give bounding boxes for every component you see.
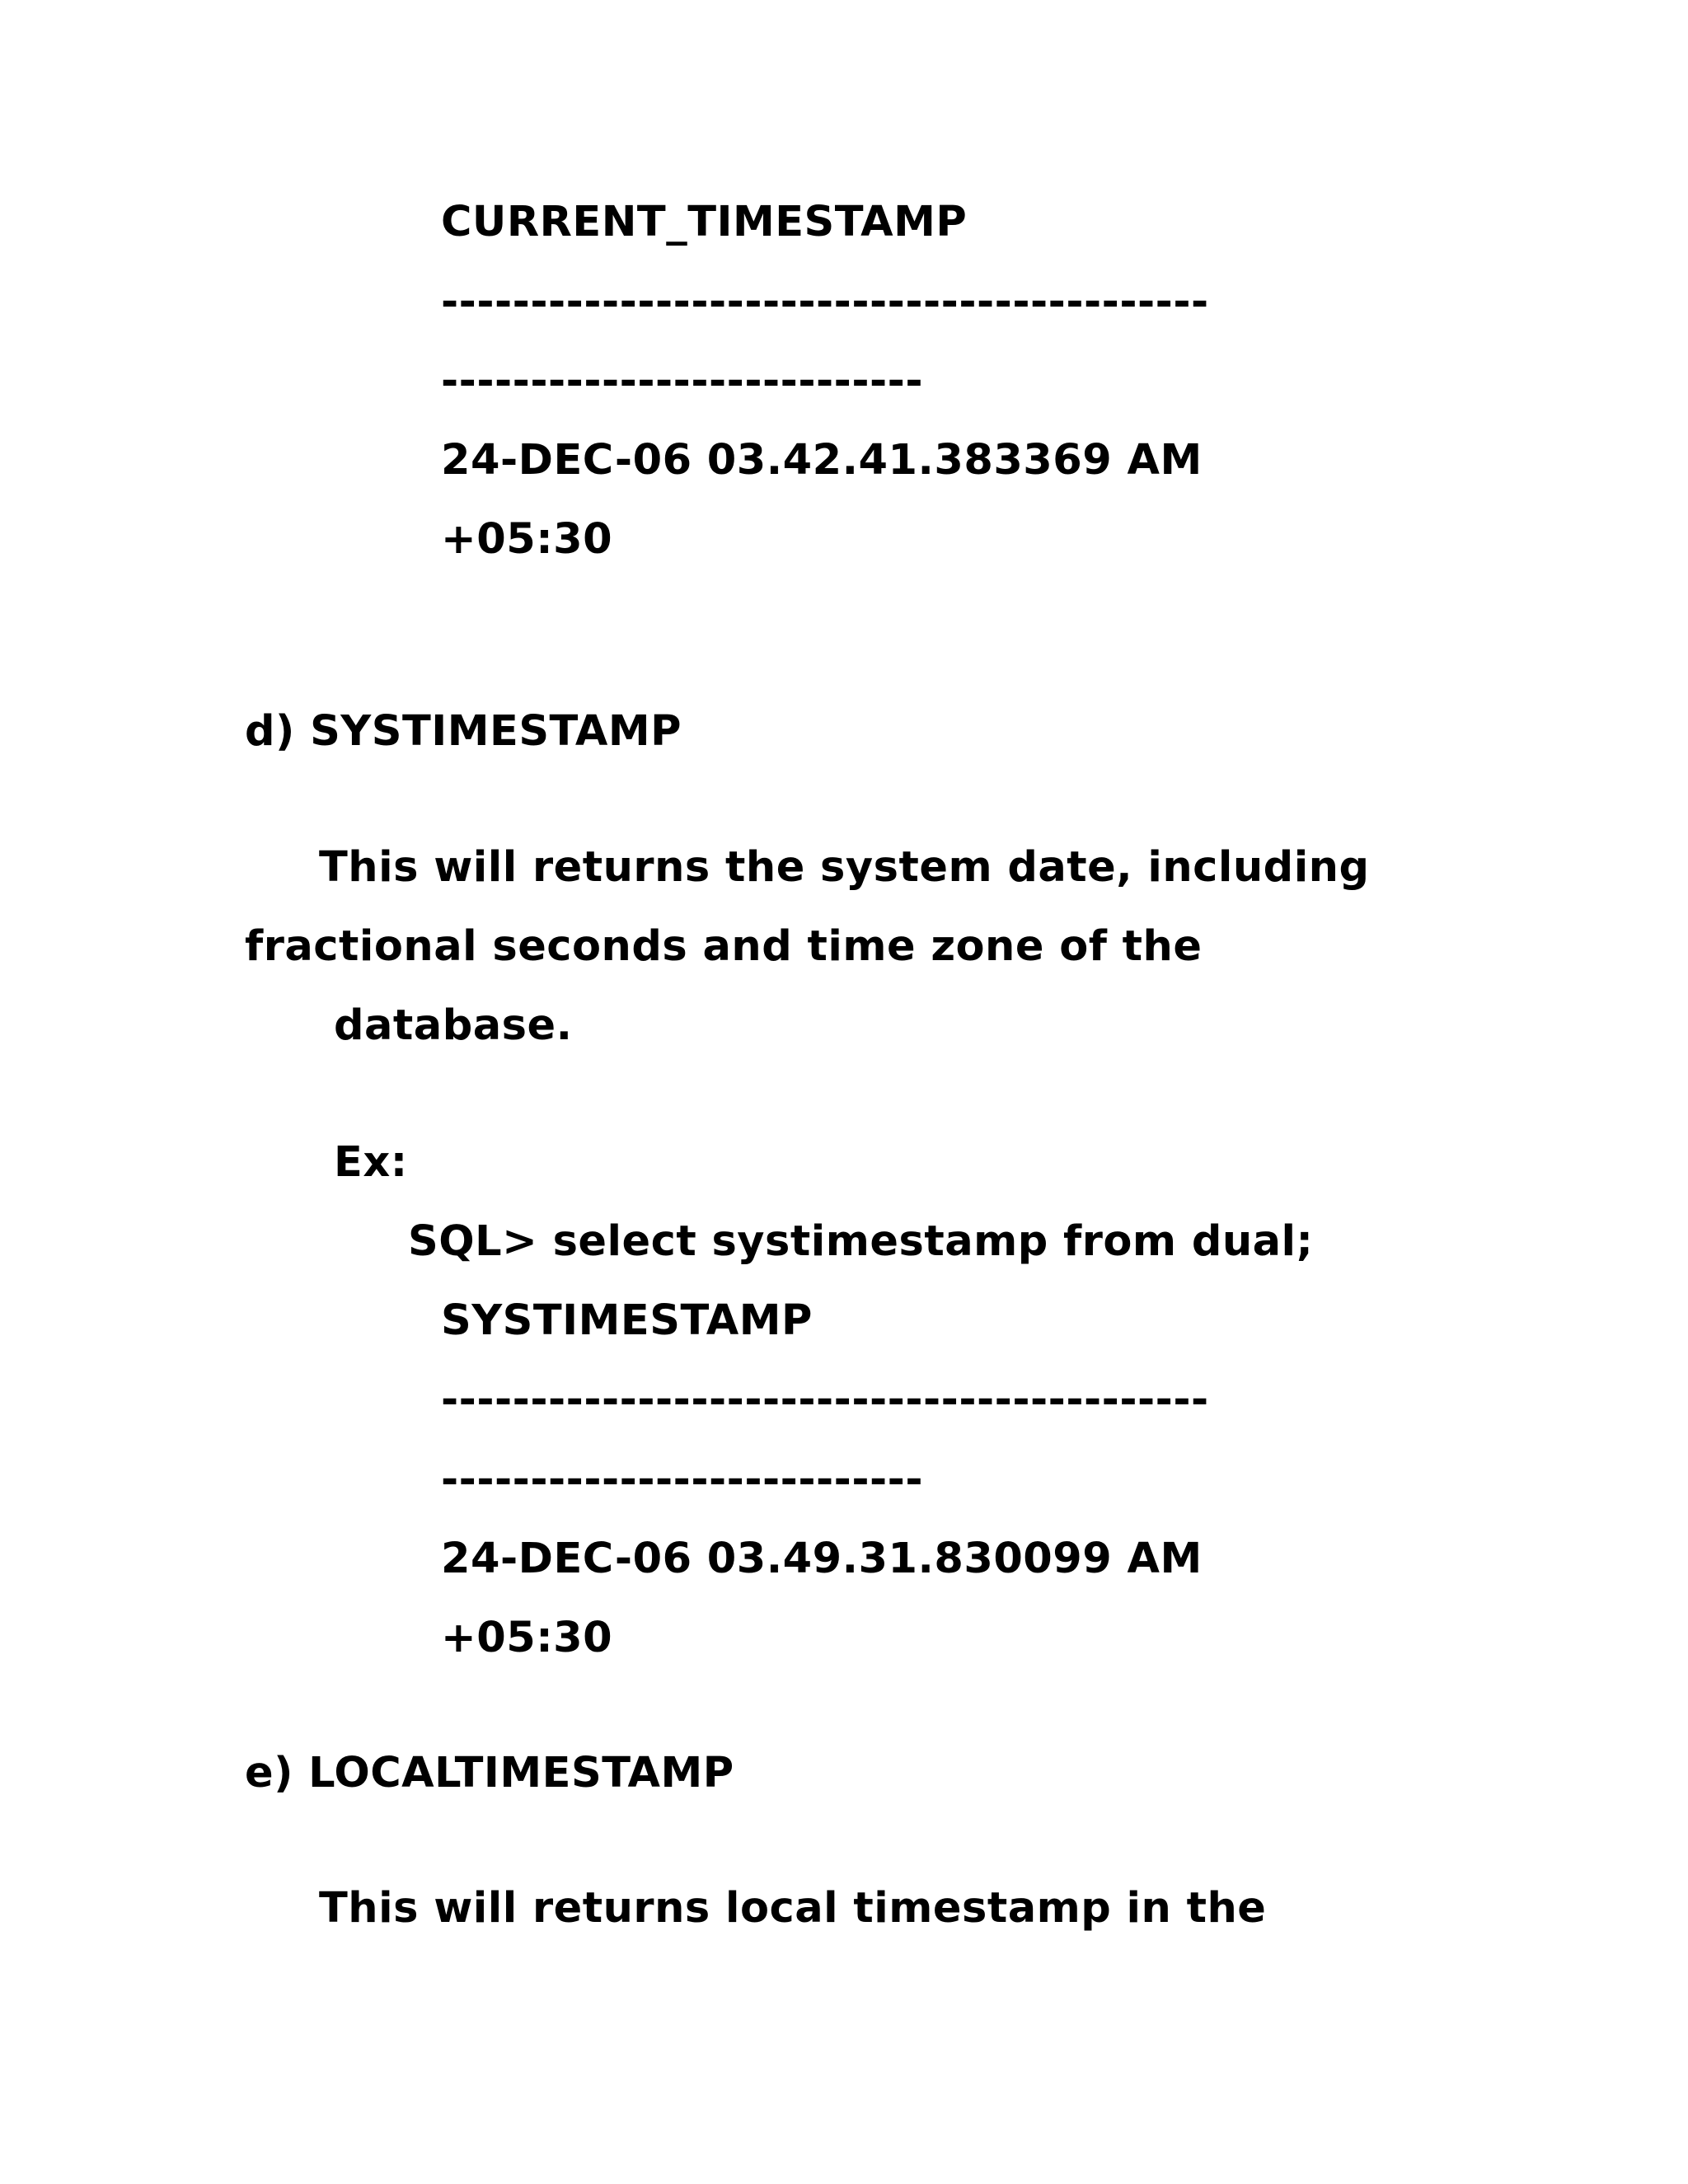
- systimestamp-column-header: SYSTIMESTAMP: [441, 1296, 813, 1345]
- current-timestamp-value-1: 24-DEC-06 03.42.41.383369 AM: [441, 436, 1203, 485]
- section-d-description-line-2: fractional seconds and time zone of the: [245, 922, 1203, 971]
- systimestamp-separator-1: -------------------------------------------: [441, 1376, 1209, 1424]
- systimestamp-value-1: 24-DEC-06 03.49.31.830099 AM: [441, 1535, 1203, 1583]
- section-e-description-line-1: This will returns local timestamp in the: [319, 1884, 1267, 1933]
- current-timestamp-column-header: CURRENT_TIMESTAMP: [441, 198, 968, 246]
- current-timestamp-separator-1: -------------------------------------------: [441, 278, 1209, 326]
- section-d-description-line-3: database.: [334, 1001, 573, 1050]
- section-d-heading: d) SYSTIMESTAMP: [245, 707, 682, 756]
- systimestamp-value-2: +05:30: [441, 1614, 613, 1662]
- sql-statement: SQL> select systimestamp from dual;: [408, 1217, 1314, 1266]
- current-timestamp-separator-2: ---------------------------: [441, 357, 924, 405]
- systimestamp-separator-2: ---------------------------: [441, 1455, 924, 1504]
- current-timestamp-value-2: +05:30: [441, 515, 613, 564]
- section-d-description-line-1: This will returns the system date, including: [319, 843, 1370, 892]
- example-label: Ex:: [334, 1138, 408, 1187]
- section-e-heading: e) LOCALTIMESTAMP: [245, 1749, 734, 1797]
